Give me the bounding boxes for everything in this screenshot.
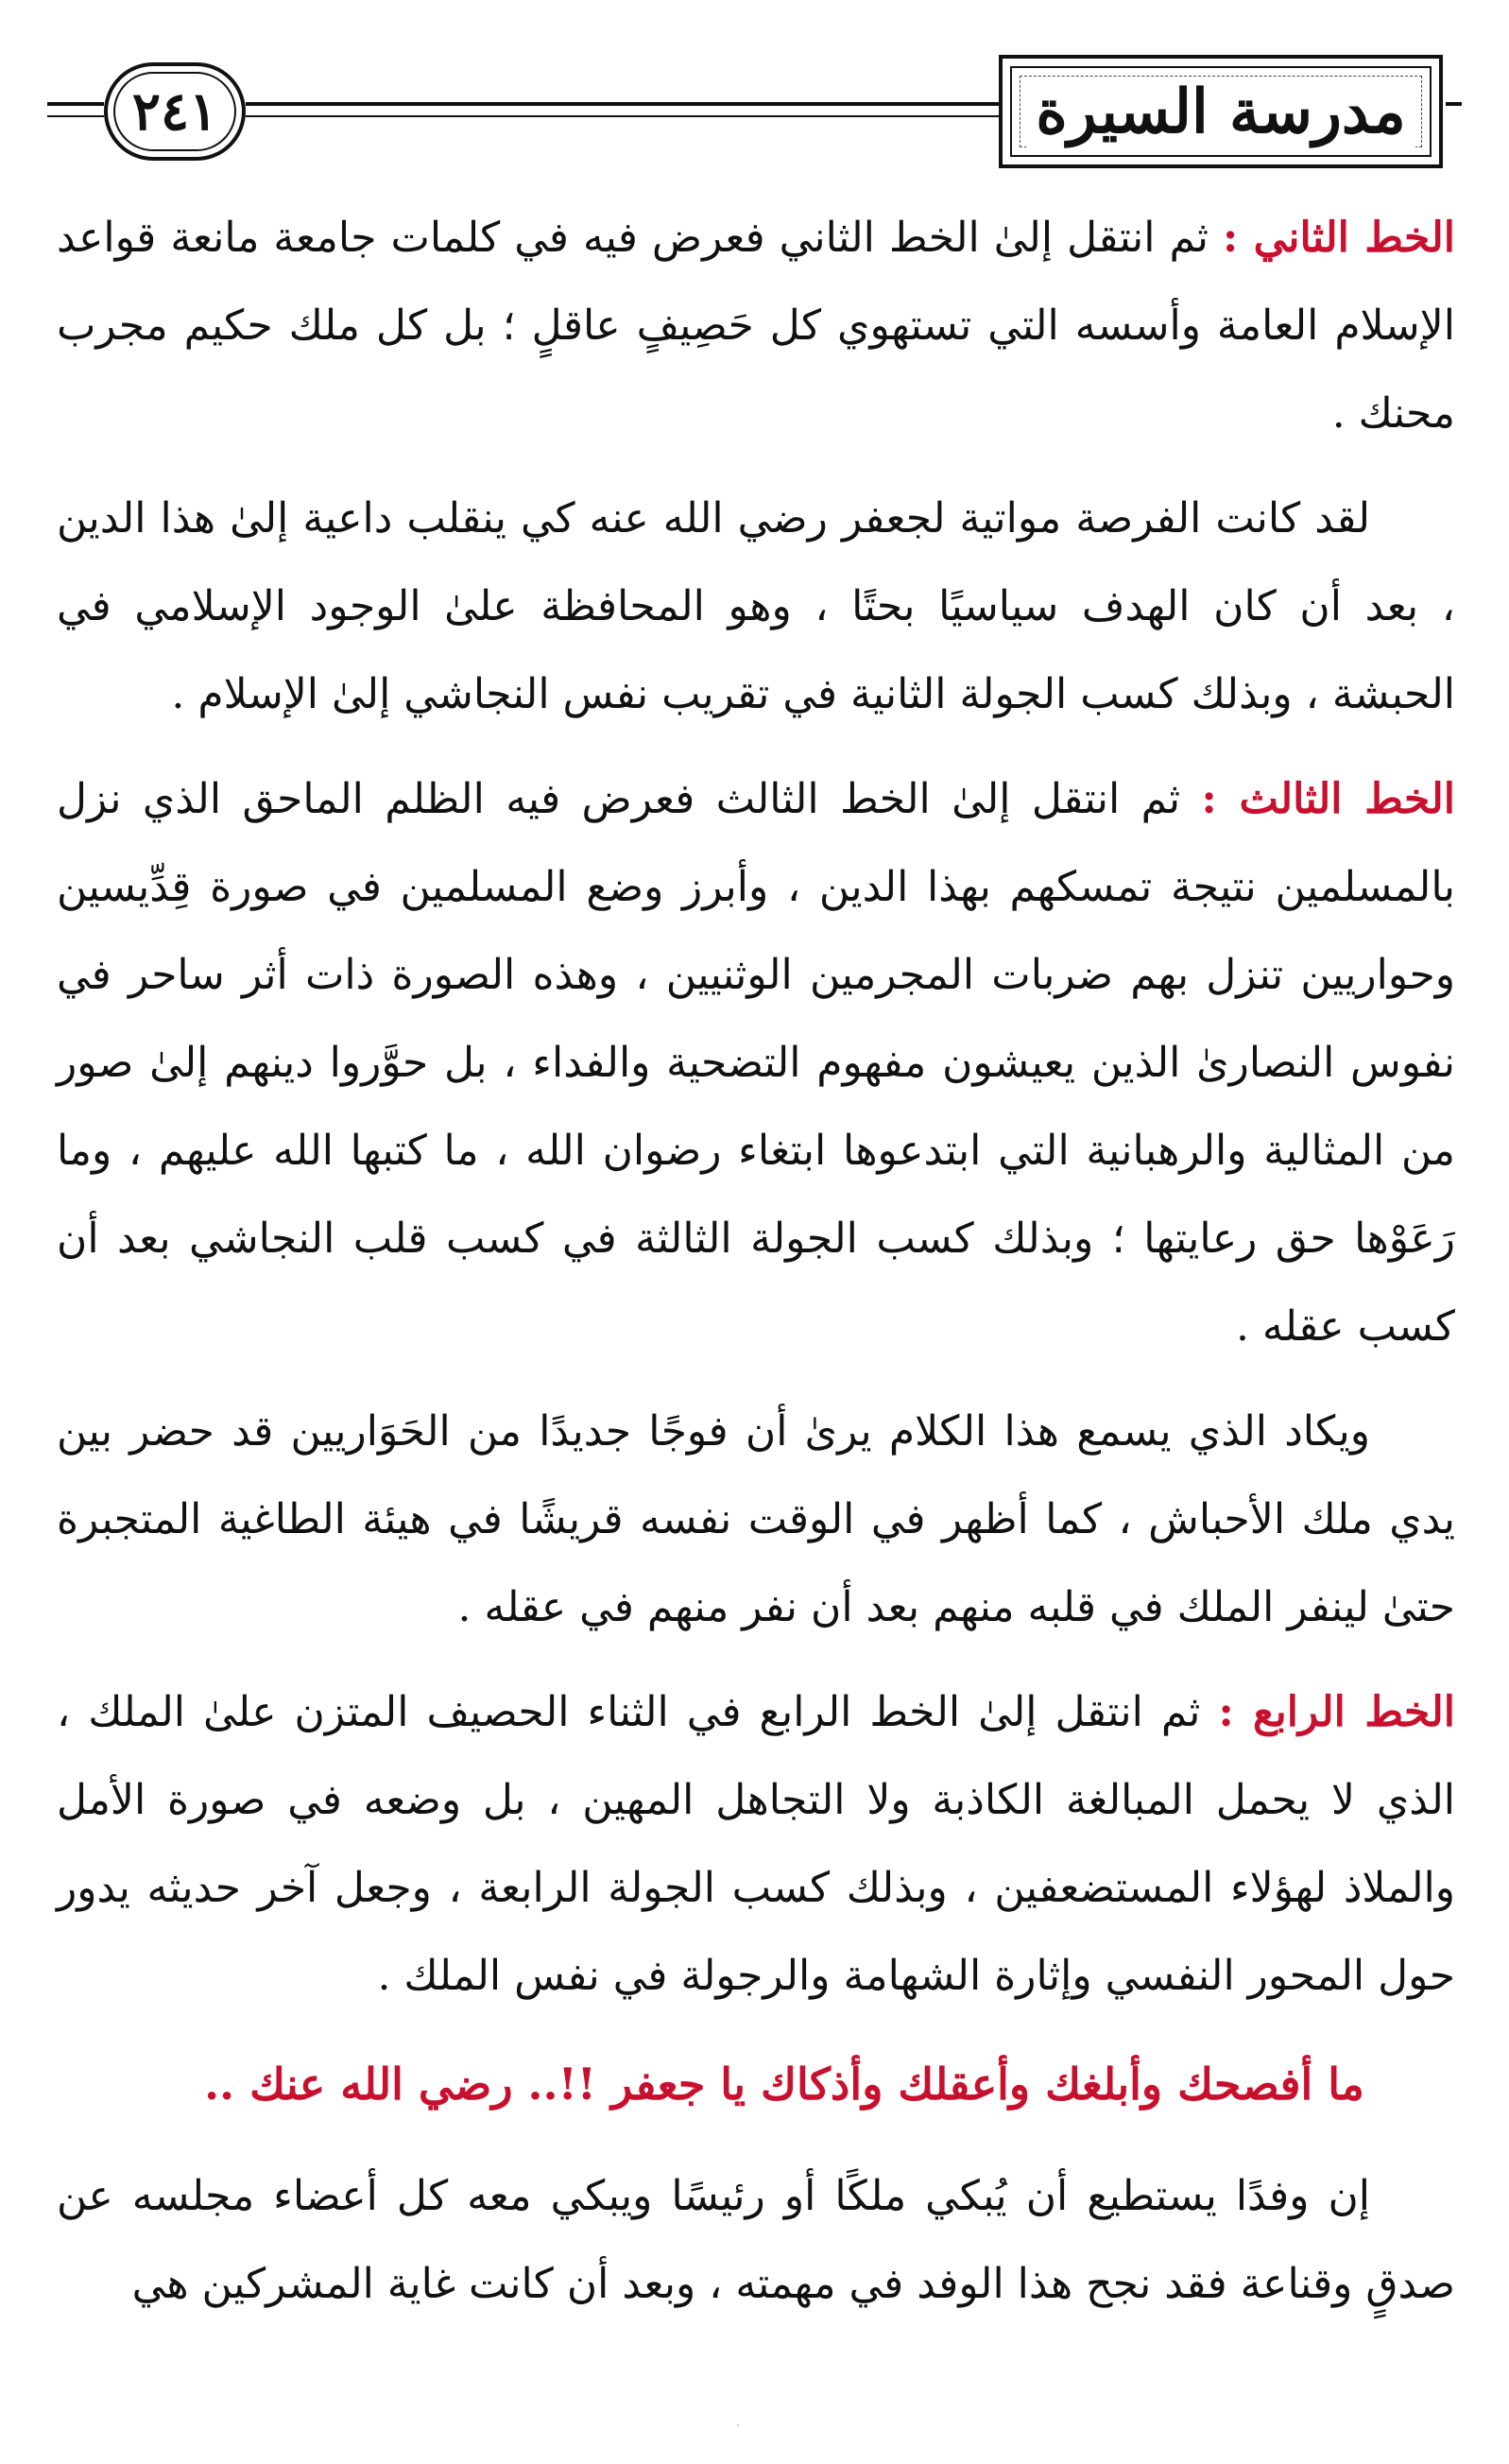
header-rule-left	[47, 102, 104, 106]
paragraph-text: ويكاد الذي يسمع هذا الكلام يرىٰ أن فوجًا جديدًا من الحَوَاريين قد حضر بين يدي ملك الأحباش ، كما أظهر في الوقت نفسه قريشًا في هيئة الطاغية المتجبرة حتىٰ لينفر الملك في قلبه منهم بعد أن نفر منهم في عقله .	[57, 1407, 1455, 1631]
header-rule-left-thin	[47, 115, 104, 117]
paragraph-text: ثم انتقل إلىٰ الخط الرابع في الثناء الحصيف المتزن علىٰ الملك ، الذي لا يحمل المبالغة الكاذبة ولا التجاهل المهين ، بل وضعه في صورة الأمل والملاذ لهؤلاء المستضعفين ، وبذلك كسب الجولة الرابعة ، وجعل آخر حديثه يدور حول المحور النفسي وإثارة الشهامة والرجولة في نفس الملك .	[57, 1688, 1455, 2000]
paragraph-text: لقد كانت الفرصة مواتية لجعفر رضي الله عنه كي ينقلب داعية إلىٰ هذا الدين ، بعد أن كان الهدف سياسيًا بحتًا ، وهو المحافظة علىٰ الوجود الإسلامي في الحبشة ، وبذلك كسب الجولة الثانية في تقريب نفس النجاشي إلىٰ الإسلام .	[57, 494, 1455, 718]
paragraph-closing	[57, 2152, 1455, 2328]
book-title: مدرسة السيرة	[1026, 77, 1415, 147]
section-label: الخط الرابع :	[1218, 1688, 1455, 1736]
page-speck	[737, 2424, 739, 2426]
paragraph-fourth-line	[57, 1668, 1455, 2020]
paragraph-text: إن وفدًا يستطيع أن يُبكي ملكًا أو رئيسًا ويبكي معه كل أعضاء مجلسه عن صدقٍ وقناعة فقد نجح هذا الوفد في مهمته ، وبعد أن كانت غاية المشركين هي	[57, 2172, 1455, 2308]
header-rule-center	[246, 102, 1002, 106]
page-number-text: ٢٤١	[131, 80, 218, 143]
paragraph-third-line	[57, 755, 1455, 1370]
section-label: الخط الثالث :	[1201, 775, 1455, 823]
highlight-quote: ما أفصحك وأبلغك وأعقلك وأذكاك يا جعفر !!.. رضي الله عنك ..	[204, 2059, 1364, 2110]
paragraph-apostles	[57, 1387, 1455, 1651]
paragraph-second-line	[57, 194, 1455, 457]
paragraph-opportunity	[57, 474, 1455, 738]
header-rule-center-thin	[246, 115, 1002, 117]
page-header	[47, 55, 1462, 168]
header-rule-right	[1446, 102, 1462, 106]
book-title-plate	[999, 55, 1443, 168]
page-number	[104, 62, 246, 161]
paragraph-text: ثم انتقل إلىٰ الخط الثالث فعرض فيه الظلم الماحق الذي نزل بالمسلمين نتيجة تمسكهم بهذا الدين ، وأبرز وضع المسلمين في صورة قِدِّيسين وحواريين تنزل بهم ضربات المجرمين الوثنيين ، وهذه الصورة ذات أثر ساحر في نفوس النصارىٰ الذين يعيشون مفهوم التضحية والفداء ، بل حوَّروا دينهم إلىٰ صور من المثالية والرهبانية التي ابتدعوها ابتغاء رضوان الله ، ما كتبها الله عليهم ، وما رَعَوْها حق رعايتها ؛ وبذلك كسب الجولة الثالثة في كسب قلب النجاشي بعد أن كسب عقله .	[57, 775, 1455, 1351]
section-label: الخط الثاني :	[1223, 214, 1455, 262]
paragraph-text: ثم انتقل إلىٰ الخط الثاني فعرض فيه في كلمات جامعة مانعة قواعد الإسلام العامة وأسسه التي تستهوي كل حَصِيفٍ عاقلٍ ؛ بل كل ملك حكيم مجرب محنك .	[57, 214, 1455, 438]
page-body	[57, 194, 1455, 2345]
